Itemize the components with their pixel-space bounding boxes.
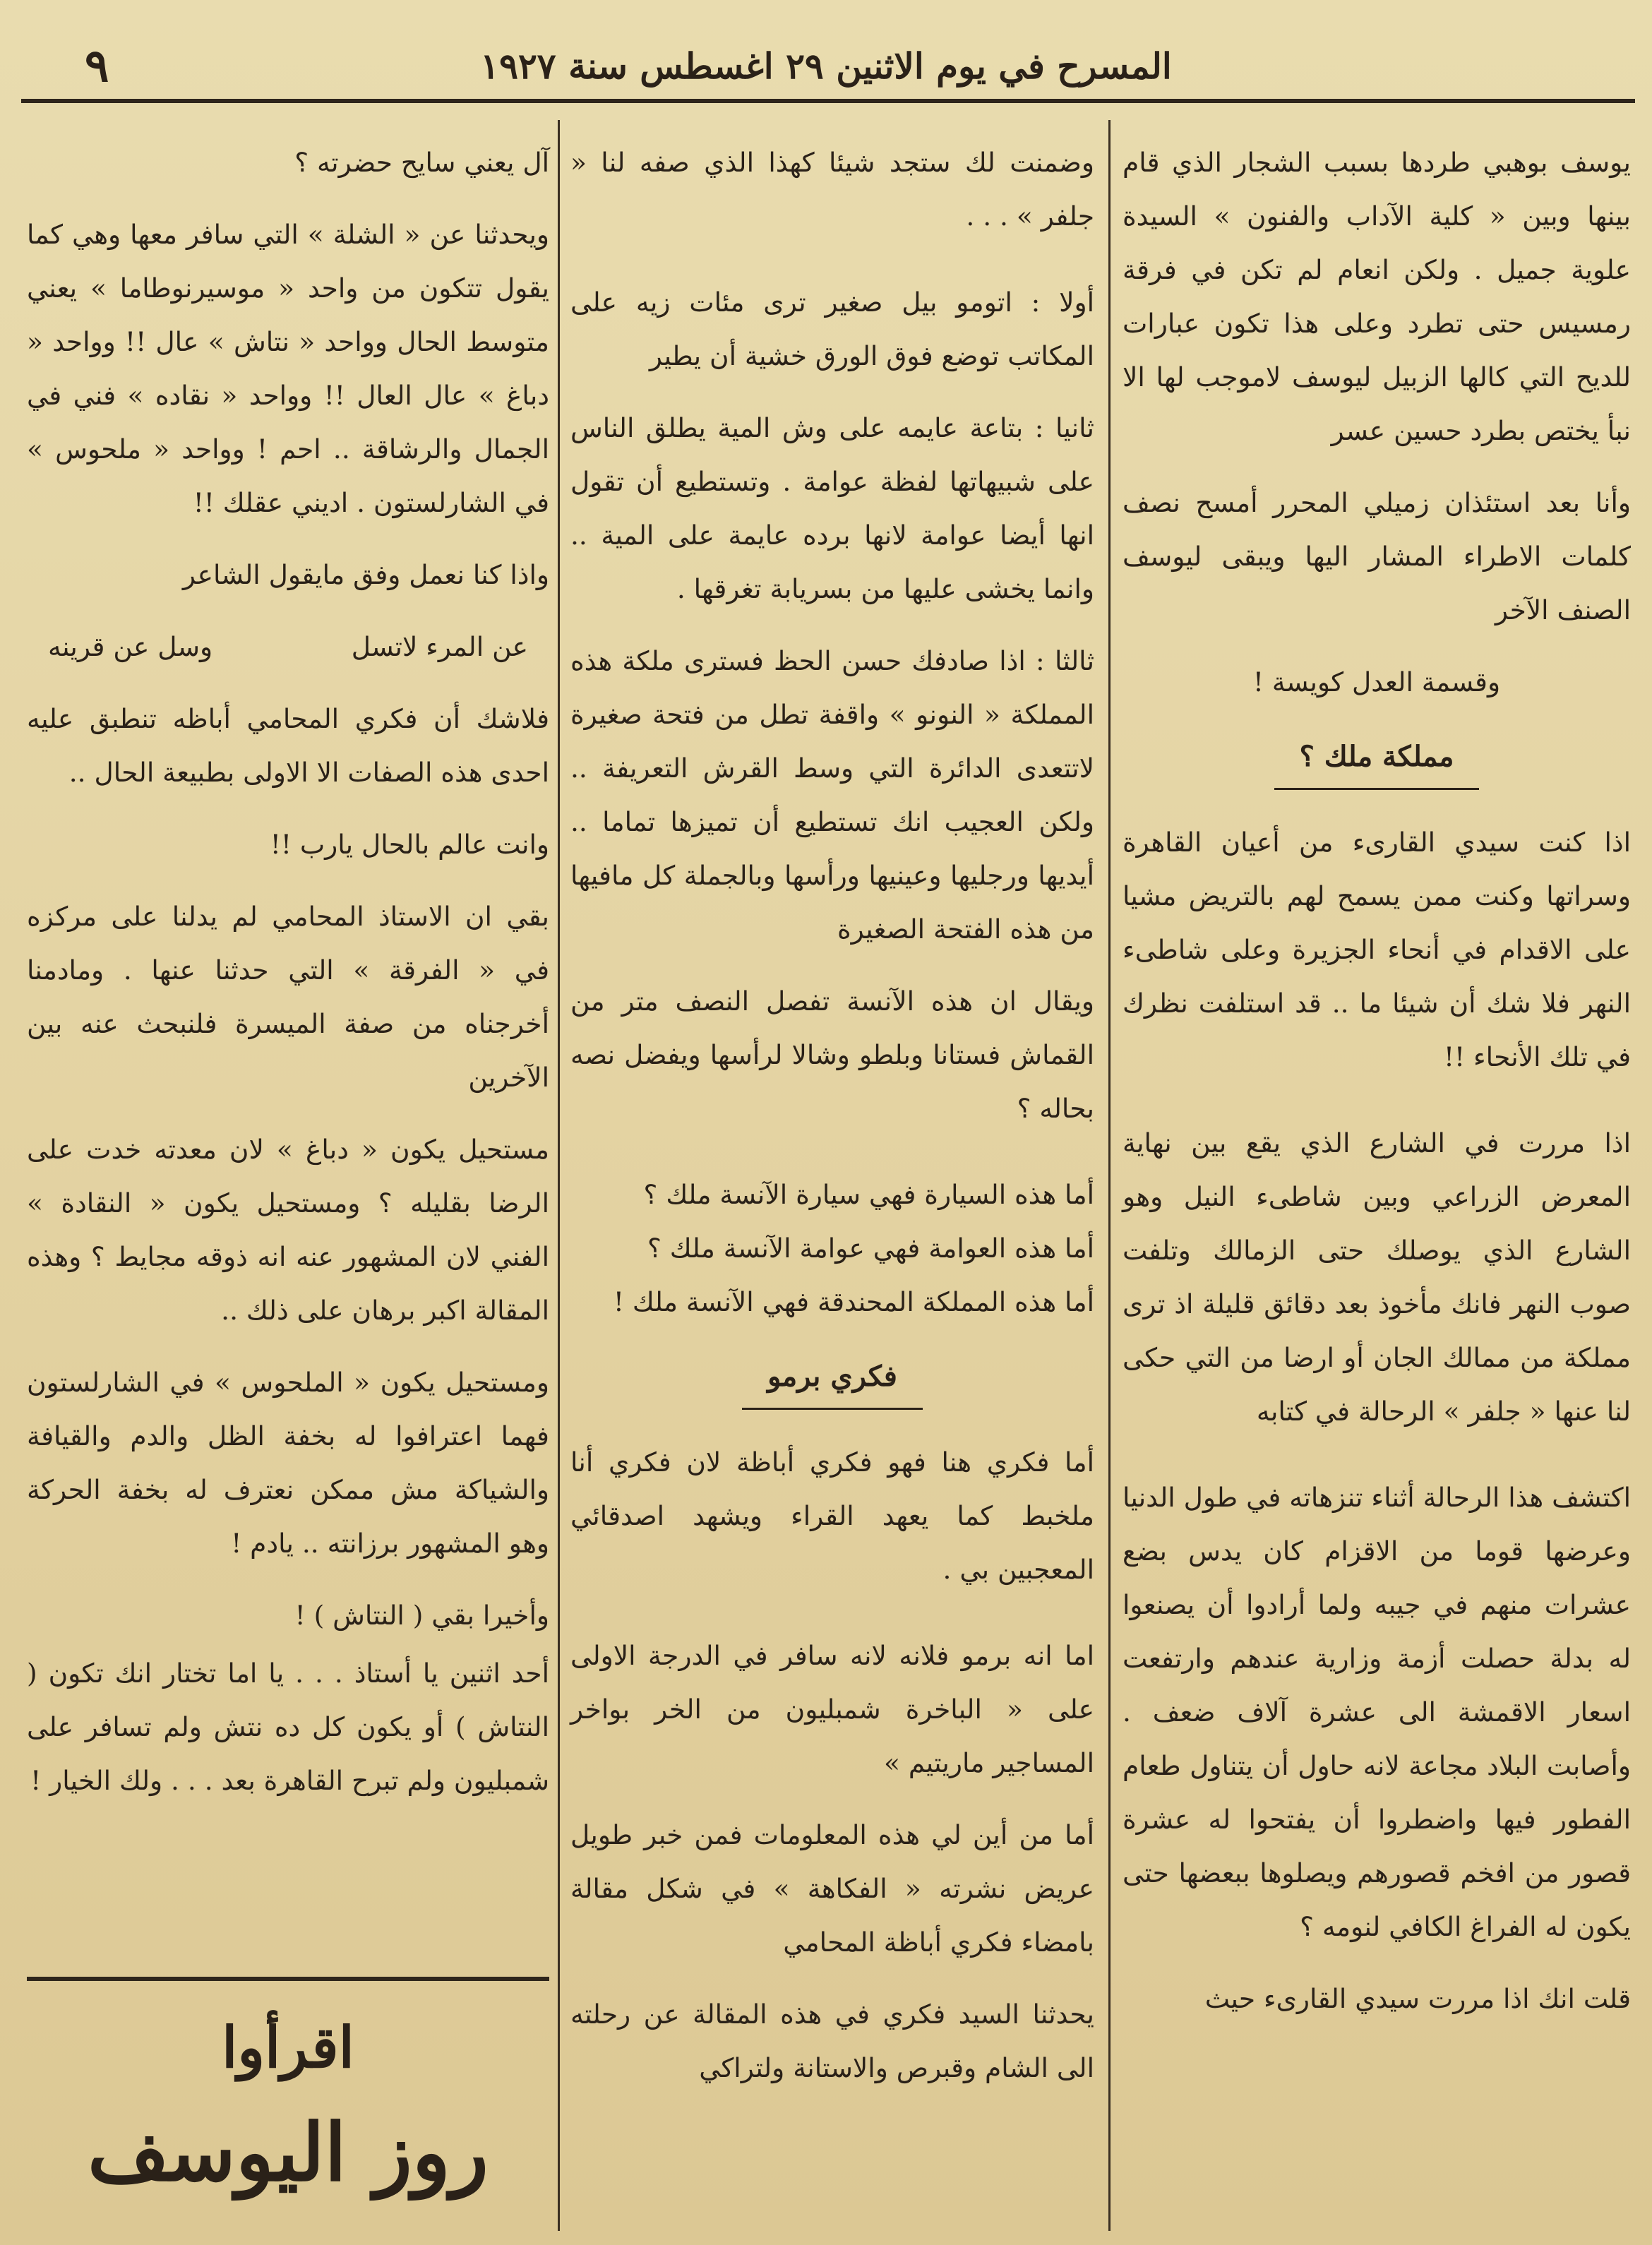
paragraph: أولا : اتومو بيل صغير ترى مئات زيه على المكاتب توضع فوق الورق خشية أن يطير	[570, 287, 1094, 371]
paragraph: ويحدثنا عن « الشلة » التي سافر معها وهي كما يقول تتكون من واحد « موسيرنوطاما » يعني متوسط الحال وواحد « نتاش » عال !! وواحد « دباغ » عال العال !! وواحد « نقاده » فني في الجمال والرشاقة .. احم ! وواحد « ملحوس » في الشارلستون . اديني عقلك !!	[27, 219, 549, 518]
advertisement-callout: اقرأوا	[222, 2014, 354, 2081]
article-column-middle	[570, 136, 1094, 2113]
question-line: أما هذه المملكة المحندقة فهي الآنسة ملك !	[613, 1286, 1094, 1317]
advertisement-rule	[27, 1977, 549, 1981]
paragraph: اما انه برمو فلانه لانه سافر في الدرجة الاولى على « الباخرة شمبليون من الخر بواخر المساجير ماريتيم »	[570, 1640, 1094, 1778]
paragraph: وأخيرا بقي ( النتاش ) !	[294, 1600, 549, 1631]
question-line: أما هذه العوامة فهي عوامة الآنسة ملك ؟	[647, 1233, 1094, 1264]
paragraph: ثالثا : اذا صادفك حسن الحظ فسترى ملكة هذه المملكة « النونو » واقفة تطل من فتحة صغيرة لاتتعدى الدائرة التي وسط القرش التعريفة .. ولكن العجيب انك تستطيع أن تميزها تماما .. أيديها ورجليها وعينيها ورأسها وبالجملة كل مافيها من هذه الفتحة الصغيرة	[570, 645, 1094, 945]
paragraph: أما فكري هنا فهو فكري أباظة لان فكري أنا ملخبط كما يعهد القراء ويشهد اصدقائي المعجبين بي .	[570, 1447, 1094, 1585]
paragraph: بقي ان الاستاذ المحامي لم يدلنا على مركزه في « الفرقة » التي حدثنا عنها . ومادمنا أخرجناه من صفة الميسرة فلنبحث عنه بين الآخرين	[27, 901, 549, 1093]
paragraph: أحد اثنين يا أستاذ . . . يا اما تختار انك تكون ( النتاش ) أو يكون كل ده نتش ولم تسافر على شمبليون ولم تبرح القاهرة بعد . . . ولك الخيار !	[27, 1658, 549, 1796]
verse-hemistich-left: وسل عن قرينه	[48, 631, 213, 662]
paragraph: وضمنت لك ستجد شيئا كهذا الذي صفه لنا « جلفر » . . .	[570, 147, 1094, 232]
paragraph: ومستحيل يكون « الملحوس » في الشارلستون فهما اعترافوا له بخفة الظل والدم والقيافة والشياكة مش ممكن نعترف له بخفة الحركة وهو المشهور برزانته .. يادم !	[27, 1367, 549, 1559]
advertisement-box	[27, 1991, 549, 2224]
article-column-right	[1123, 136, 1631, 2044]
paragraph: وانت عالم بالحال يارب !!	[270, 829, 549, 860]
question-line: أما هذه السيارة فهي سيارة الآنسة ملك ؟	[643, 1179, 1094, 1210]
verse-hemistich-right: عن المرء لاتسل	[351, 631, 528, 662]
paragraph: وأنا بعد استئذان زميلي المحرر أمسح نصف كلمات الاطراء المشار اليها ويبقى ليوسف الصنف الآخر	[1123, 487, 1631, 625]
paragraph: قلت انك اذا مررت سيدي القارىء حيث	[1204, 1983, 1631, 2014]
paragraph: يوسف بوهبي طردها بسبب الشجار الذي قام بينها وبين « كلية الآداب والفنون » السيدة علوية جميل . ولكن انعام لم تكن في فرقة رمسيس حتى تطرد وعلى هذا تكون عبارات للديح التي كالها الزبيل ليوسف لاموجب لها الا نبأ يختص بطرد حسين عسر	[1123, 147, 1631, 446]
section-heading-text: فكري برمو	[742, 1350, 923, 1410]
paragraph: اكتشف هذا الرحالة أثناء تنزهاته في طول الدنيا وعرضها قوما من الاقزام كان يدس بضع عشرات منهم في جيبه ولما أرادوا أن يصنعوا له بدلة حصلت أزمة وزارية عندهم وارتفعت اسعار الاقمشة الى عشرة آلاف ضعف . وأصابت البلاد مجاعة لانه حاول أن يتناول طعام الفطور فيها واضطروا أن يفتحوا له عشرة قصور من افخم قصورهم ويصلوها ببعضها حتى يكون له الفراغ الكافي لنومه ؟	[1123, 1482, 1631, 1942]
paragraph: ويقال ان هذه الآنسة تفصل النصف متر من القماش فستانا وبلطو وشالا لرأسها ويفضل نصه بحاله ؟	[570, 986, 1094, 1124]
paragraph: آل يعني سايح حضرته ؟	[294, 147, 549, 178]
column-divider-left	[558, 120, 560, 2231]
verse-line	[27, 620, 549, 674]
paragraph: اذا مررت في الشارع الذي يقع بين نهاية المعرض الزراعي وبين شاطىء النيل وهو الشارع الذي يوصلك حتى الزمالك وتلفت صوب النهر فانك مأخوذ بعد دقائق قليلة اذ ترى مملكة من ممالك الجان أو ارضا من التي حكى لنا عنها « جلفر » الرحالة في كتابه	[1123, 1127, 1631, 1427]
paragraph: مستحيل يكون « دباغ » لان معدته خدت على الرضا بقليله ؟ ومستحيل يكون « النقادة » الفني لان المشهور عنه انه ذوقه مجايط ؟ وهذه المقالة اكبر برهان على ذلك ..	[27, 1134, 549, 1326]
paragraph: أما من أين لي هذه المعلومات فمن خبر طويل عريض نشرته « الفكاهة » في شكل مقالة بامضاء فكري أباظة المحامي	[570, 1819, 1094, 1958]
advertisement-brand: روز اليوسف	[88, 2107, 489, 2199]
page-header	[28, 25, 1624, 96]
page-number: ٩	[85, 40, 109, 92]
section-heading	[570, 1350, 1094, 1410]
section-heading	[1123, 730, 1631, 790]
paragraph: اذا كنت سيدي القارىء من أعيان القاهرة وسراتها وكنت ممن يسمح لهم بالتريض مشيا على الاقدام في أنحاء الجزيرة وعلى شاطىء النهر فلا شك أن شيئا ما .. قد استلفت نظرك في تلك الأنحاء !!	[1123, 827, 1631, 1072]
paragraph: ثانيا : بتاعة عايمه على وش المية يطلق الناس على شبيهاتها لفظة عوامة . وتستطيع أن تقول انها أيضا عوامة لانها برده عايمة على المية .. وانما يخشى عليها من بسريابة تغرقها .	[570, 412, 1094, 604]
header-rule	[21, 99, 1635, 103]
closing-line: وقسمة العدل كويسة !	[1252, 666, 1501, 698]
column-divider-right	[1108, 120, 1111, 2231]
article-column-left	[27, 136, 549, 1826]
paragraph: فلاشك أن فكري المحامي أباظه تنطبق عليه احدى هذه الصفات الا الاولى بطبيعة الحال ..	[27, 703, 549, 788]
paragraph: يحدثنا السيد فكري في هذه المقالة عن رحلته الى الشام وقبرص والاستانة ولتراكي	[570, 1999, 1094, 2083]
section-heading-text: مملكة ملك ؟	[1274, 730, 1480, 790]
paragraph: واذا كنا نعمل وفق مايقول الشاعر	[182, 559, 549, 590]
masthead-dateline: المسرح في يوم الاثنين ٢٩ اغسطس سنة ١٩٢٧	[480, 45, 1172, 87]
